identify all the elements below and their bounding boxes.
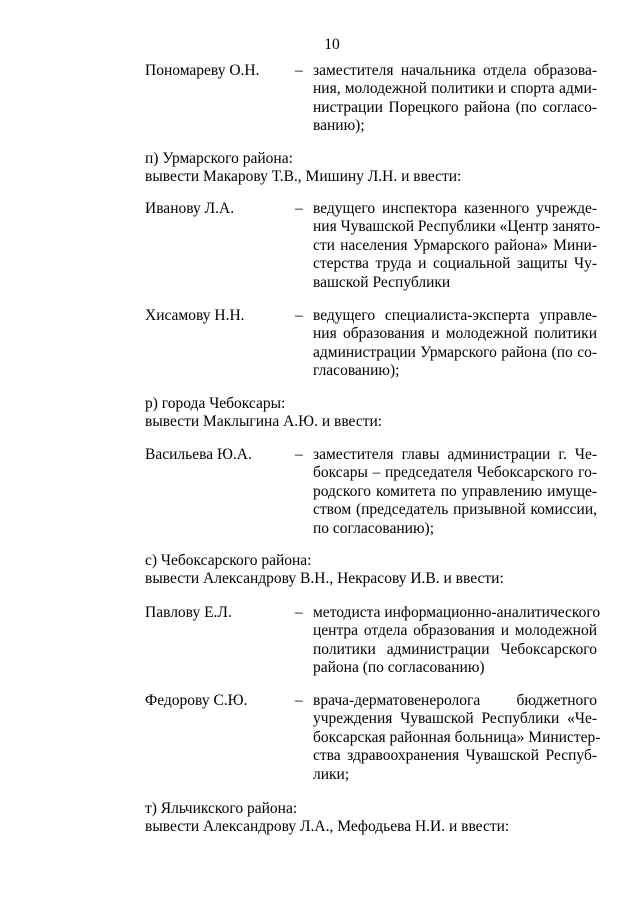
position-line: ством (председатель призывной комиссии, [313, 501, 597, 519]
member-name: Федорову С.Ю. [145, 692, 248, 709]
section-action: вывести Александрову В.Н., Некрасову И.В. и ввести: [145, 570, 504, 587]
section-title: т) Яльчикского района: [145, 800, 298, 817]
position-line: администрации Урмарского района (по со- [313, 343, 597, 361]
section-title: с) Чебоксарского района: [145, 552, 312, 569]
dash-separator: – [295, 446, 303, 463]
position-line: вашской Республики [313, 273, 451, 291]
member-position [313, 307, 597, 381]
dash-separator: – [295, 307, 303, 324]
member-entry [145, 446, 597, 538]
dash-separator: – [295, 200, 303, 217]
dash-separator: – [295, 692, 303, 709]
section-action: вывести Макарову Т.В., Мишину Л.Н. и ввести: [145, 168, 462, 185]
section-title: п) Урмарского района: [145, 150, 293, 167]
position-line: гласованию); [313, 362, 400, 380]
member-position [313, 692, 601, 784]
position-line: центра отдела образования и молодежной [313, 622, 597, 640]
dash-separator: – [295, 604, 303, 621]
member-entry [145, 200, 601, 292]
position-line: заместителя главы администрации г. Че- [313, 446, 597, 463]
position-line: врача-дерматовенеролога бюджетного [313, 692, 597, 709]
section-title: р) города Чебоксары: [145, 395, 286, 412]
member-entry [145, 62, 597, 136]
position-line: боксары – председателя Чебоксарского го- [313, 464, 597, 482]
position-line: ванию); [313, 117, 365, 135]
position-line: ведущего инспектора казенного учрежде- [313, 200, 597, 217]
dash-separator: – [295, 62, 303, 79]
position-line: ния, молодежной политики и спорта адми- [313, 80, 597, 98]
member-name: Васильева Ю.А. [145, 446, 252, 463]
member-position [313, 200, 601, 292]
member-name: Павлову Е.Л. [145, 604, 232, 621]
member-position [313, 446, 597, 538]
member-position [313, 604, 601, 678]
position-line: заместителя начальника отдела образова- [313, 62, 597, 79]
position-line: ния Чувашской Республики «Центр занято- [313, 218, 601, 236]
position-line: родского комитета по управлению имуще- [313, 482, 597, 500]
member-name: Хисамову Н.Н. [145, 307, 245, 324]
position-line: ния образования и молодежной политики [313, 325, 597, 343]
member-entry [145, 307, 597, 381]
member-position [313, 62, 597, 136]
member-name: Иванову Л.А. [145, 200, 235, 217]
section-action: вывести Александрову Л.А., Мефодьева Н.И. и ввести: [145, 818, 510, 835]
position-line: ведущего специалиста-эксперта управле- [313, 307, 597, 324]
member-entry [145, 692, 601, 784]
position-line: боксарская районная больница» Министер- [313, 728, 601, 746]
position-line: учреждения Чувашской Республики «Че- [313, 710, 597, 728]
member-entry [145, 604, 601, 678]
position-line: стерства труда и социальной защиты Чу- [313, 255, 597, 273]
position-line: политики администрации Чебоксарского [313, 640, 597, 658]
page-number: 10 [324, 36, 340, 53]
position-line: ства здравоохранения Чувашской Респуб- [313, 747, 597, 765]
position-line: нистрации Порецкого района (по согласо- [313, 98, 597, 116]
position-line: сти населения Урмарского района» Мини- [313, 236, 597, 254]
member-name: Пономареву О.Н. [145, 62, 260, 79]
position-line: по согласованию); [313, 519, 434, 537]
position-line: лики; [313, 765, 350, 783]
section-action: вывести Маклыгина А.Ю. и ввести: [145, 413, 383, 430]
position-line: методиста информационно-аналитического [313, 604, 601, 621]
position-line: района (по согласованию) [313, 659, 485, 677]
